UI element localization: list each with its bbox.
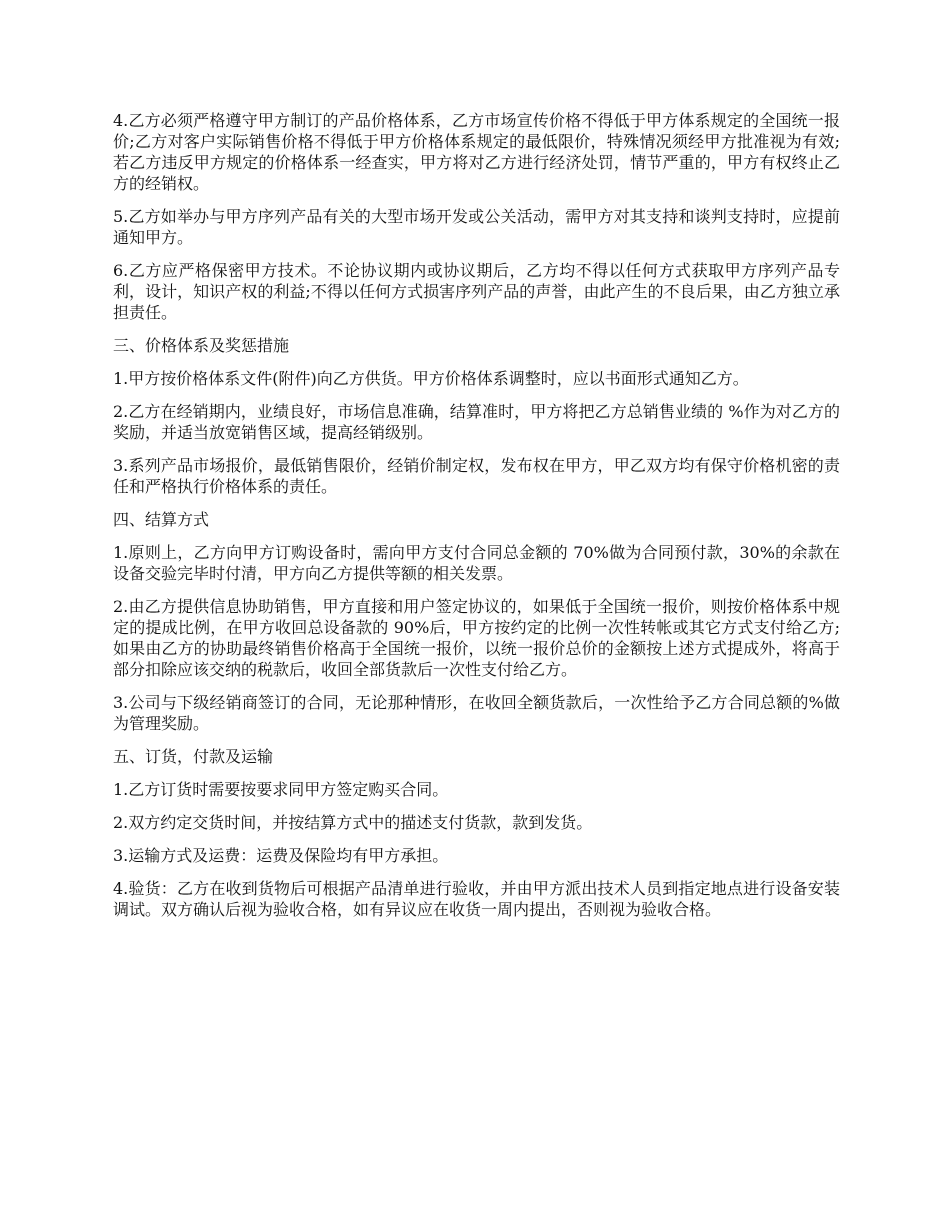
- ordering-clause-1: 1.乙方订货时需要按要求同甲方签定购买合同。: [113, 780, 449, 799]
- price-clause-2: 2.乙方在经销期内，业绩良好，市场信息准确，结算准时，甲方将把乙方总销售业绩的 %作为对乙方的奖励，并适当放宽销售区域，提高经销级别。: [113, 402, 840, 442]
- section-heading-price-system: 三、价格体系及奖惩措施: [113, 336, 290, 355]
- section-heading-settlement: 四、结算方式: [113, 510, 210, 529]
- price-clause-1: 1.甲方按价格体系文件(附件)向乙方供货。甲方价格体系调整时，应以书面形式通知乙方。: [113, 369, 749, 388]
- clause-4-price-compliance: 4.乙方必须严格遵守甲方制订的产品价格体系，乙方市场宣传价格不得低于甲方体系规定的全国统一报价;乙方对客户实际销售价格不得低于甲方价格体系规定的最低限价，特殊情况须经甲方批准视为有效;若乙方违反甲方规定的价格体系一经查实，甲方将对乙方进行经济处罚，情节严重的，甲方有权终止乙方的经销权。: [113, 111, 840, 193]
- document-page: [113, 110, 840, 932]
- ordering-clause-2: 2.双方约定交货时间，并按结算方式中的描述支付货款，款到发货。: [113, 813, 593, 832]
- section-heading-ordering: 五、订货，付款及运输: [113, 747, 274, 766]
- clause-6-confidentiality: 6.乙方应严格保密甲方技术。不论协议期内或协议期后，乙方均不得以任何方式获取甲方序列产品专利，设计，知识产权的利益;不得以任何方式损害序列产品的声誉，由此产生的不良后果，由乙方独立承担责任。: [113, 261, 840, 322]
- settlement-clause-1: 1.原则上，乙方向甲方订购设备时，需向甲方支付合同总金额的 70%做为合同预付款，30%的余款在设备交验完毕时付清，甲方向乙方提供等额的相关发票。: [113, 543, 840, 583]
- settlement-clause-3: 3.公司与下级经销商签订的合同，无论那种情形，在收回全额货款后，一次性给予乙方合同总额的%做为管理奖励。: [113, 693, 840, 733]
- ordering-clause-4: 4.验货：乙方在收到货物后可根据产品清单进行验收，并由甲方派出技术人员到指定地点进行设备安装调试。双方确认后视为验收合格，如有异议应在收货一周内提出，否则视为验收合格。: [113, 879, 840, 919]
- ordering-clause-3: 3.运输方式及运费：运费及保险均有甲方承担。: [113, 846, 449, 865]
- price-clause-3: 3.系列产品市场报价，最低销售限价，经销价制定权，发布权在甲方，甲乙双方均有保守价格机密的责任和严格执行价格体系的责任。: [113, 456, 840, 496]
- clause-5-market-activities: 5.乙方如举办与甲方序列产品有关的大型市场开发或公关活动，需甲方对其支持和谈判支持时，应提前通知甲方。: [113, 207, 840, 247]
- settlement-clause-2: 2.由乙方提供信息协助销售，甲方直接和用户签定协议的，如果低于全国统一报价，则按价格体系中规定的提成比例，在甲方收回总设备款的 90%后，甲方按约定的比例一次性转帐或其它方式支付给乙方;如果由乙方的协助最终销售价格高于全国统一报价，以统一报价总价的金额按上述方式提成外，将高于部分扣除应该交纳的税款后，收回全部货款后一次性支付给乙方。: [113, 597, 840, 679]
